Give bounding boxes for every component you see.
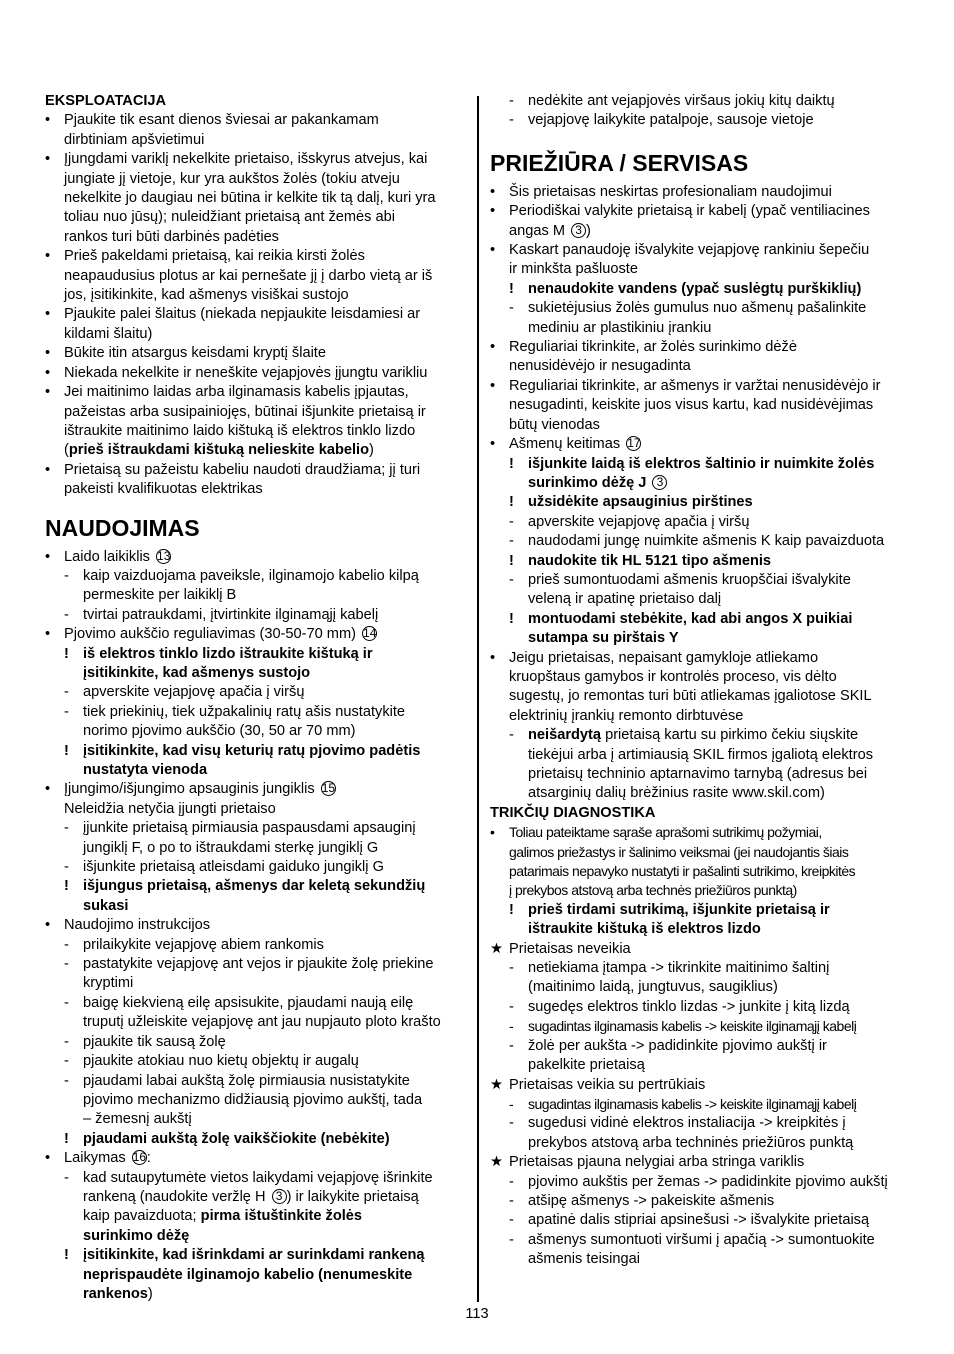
list-item: - sugadintas ilginamasis kabelis -> keiskite ilginamąjį kabelį <box>509 1095 857 1112</box>
list-item: - pjaukite atokiau nuo kietų objektų ir augalų <box>64 1053 359 1070</box>
warning-item: ! išjunkite laidą iš elektros šaltinio ir nuimkite žolės surinkimo dėžę J 3 <box>509 455 875 491</box>
warning-item: ! pjaudami aukštą žolę vaikščiokite (nebėkite) <box>64 1130 390 1147</box>
list-item: • Kaskart panaudoję išvalykite vejapjovę rankiniu šepečiu ir minkšta pašluoste <box>490 242 870 278</box>
list-item: - prieš sumontuodami ašmenis kruopščiai išvalykite veleną ir apatinę prietaiso dalį <box>509 571 851 608</box>
list-item: - atšipę ašmenys -> pakeiskite ašmenis <box>509 1192 775 1209</box>
figure-number: 16 <box>132 1150 147 1165</box>
warning-item: ! naudokite tik HL 5121 tipo ašmenis <box>509 552 772 569</box>
list-item: - tiek priekinių, tiek užpakalinių ratų ašis nustatykite norimo pjovimo aukščio (30, 50 ar 70 mm) <box>64 703 406 740</box>
list-item: • Jei maitinimo laidas arba ilginamasis kabelis įpjautas, pažeistas arba susipainiojęs, būtinai išjunkite prietaisą ir ištraukite maitinimo laido kištuką iš elektros tinklo lizdo (prieš ištraukdami kištuką nelieskite kabelio) <box>45 384 426 459</box>
figure-number: 3 <box>272 1189 287 1204</box>
warning-item: ! prieš tirdami sutrikimą, išjunkite prietaisą ir ištraukite kištuką iš elektros lizdo <box>509 901 830 938</box>
list-item: - sugedusi vidinė elektros instaliacija -> kreipkitės į prekybos atstovą arba techninės priežiūros punktą <box>509 1115 854 1151</box>
heading-trikciu-diagnostika: TRIKČIŲ DIAGNOSTIKA <box>490 804 656 821</box>
figure-number: 13 <box>157 548 171 563</box>
symptom-item: ★ Prietaisas neveikia <box>490 940 631 957</box>
list-item: - apverskite vejapjovę apačia į viršų <box>64 684 305 701</box>
figure-number: 3 <box>652 475 667 490</box>
warning-item: ! išjungus prietaisą, ašmenys dar keletą sekundžių sukasi <box>64 878 426 914</box>
warning-item: ! iš elektros tinklo lizdo ištraukite kištuką ir įsitikinkite, kad ašmenys sustojo <box>64 645 373 681</box>
list-item: - vejapjovę laikykite patalpoje, sausoje vietoje <box>509 112 814 129</box>
list-item: • Įjungimo/išjungimo apsauginis jungiklis 15 Neleidžia netyčia įjungti prietaiso <box>45 781 336 817</box>
list-item: • Pjaukite palei šlaitus (niekada nepjaukite leisdamiesi ar kildami šlaitu) <box>45 306 421 342</box>
list-item: - sugadintas ilginamasis kabelis -> keiskite ilginamąjį kabelį <box>509 1018 857 1035</box>
list-item: - pjaudami labai aukštą žolę pirmiausia nusistatykite pjovimo mechanizmo didžiausią pjovimo aukštį, tada – žemesnį aukštį <box>64 1072 423 1128</box>
list-item: • Reguliariai tikrinkite, ar žolės surinkimo dėžė nenusidėvėjo ir nesugadinta <box>490 339 797 375</box>
figure-number: 15 <box>321 781 336 796</box>
list-item: • Būkite itin atsargus keisdami kryptį šlaite <box>45 345 326 362</box>
list-item: - pastatykite vejapjovę ant vejos ir pjaukite žolę priekine kryptimi <box>64 956 434 992</box>
list-item: • Prieš pakeldami prietaisą, kai reikia kirsti žolės neapaudusius plotus ar kai pernešate jį į darbo vietą ar iš jos, įsitikinkite, kad ašmenys visiškai sustojo <box>45 248 433 304</box>
list-item: • Prietaisą su pažeistu kabeliu naudoti draudžiama; jį turi pakeisti kvalifikuotas elektrikas <box>45 461 421 498</box>
list-item: • Laikymas 16: <box>45 1150 151 1167</box>
list-item: - netiekiama įtampa -> tikrinkite maitinimo šaltinį (maitinimo laidą, jungtuvus, saugiklius) <box>509 960 830 996</box>
list-item: - įjunkite prietaisą pirmiausia paspausdami apsauginį jungiklį F, o po to ištraukdami sterkę jungiklį G <box>64 820 416 856</box>
list-item: • Naudojimo instrukcijos <box>45 917 210 934</box>
list-item: • Pjaukite tik esant dienos šviesai ar pakankamam dirbtiniam apšvietimui <box>45 112 379 148</box>
warning-item: ! įsitikinkite, kad išrinkdami ar surinkdami rankeną neprispaudėte ilginamojo kabelio (nenumeskite rankenos) <box>64 1247 425 1302</box>
figure-number: 3 <box>571 223 586 238</box>
warning-item: ! užsidėkite apsauginius pirštines <box>509 494 753 511</box>
list-item: - žolė per aukšta -> padidinkite pjovimo aukštį ir pakelkite prietaisą <box>509 1037 827 1074</box>
list-item: - kaip vaizduojama paveiksle, ilginamojo kabelio kilpą permeskite per laikiklį B <box>64 567 419 604</box>
right-column <box>490 92 910 1270</box>
list-item: - ašmenys sumontuoti viršumi į apačią -> sumontuokite ašmenis teisingai <box>509 1231 875 1268</box>
warning-item: ! nenaudokite vandens (ypač suslėgtų purškiklių) <box>509 280 862 297</box>
list-item: - kad sutaupytumėte vietos laikydami vejapjovę išrinkite rankeną (naudokite veržlę H 3 ) ir laikykite prietaisą kaip pavaizduota; pirma ištuštinkite žolės surinkimo dėžę <box>64 1169 433 1244</box>
heading-eksploatacija: EKSPLOATACIJA <box>45 93 167 109</box>
list-item: • Pjovimo aukščio reguliavimas (30-50-70 mm) 14 <box>45 626 377 643</box>
list-item: - apatinė dalis stipriai apsinešusi -> išvalykite prietaisą <box>509 1212 870 1229</box>
list-item: - pjovimo aukštis per žemas -> padidinkite pjovimo aukštį <box>509 1173 888 1190</box>
heading-naudojimas: NAUDOJIMAS <box>45 514 200 541</box>
list-item: - išjunkite prietaisą atleisdami gaiduko jungiklį G <box>64 859 384 876</box>
page-number: 113 <box>465 1306 489 1322</box>
list-item: - nedėkite ant vejapjovės viršaus jokių kitų daiktų <box>509 93 835 109</box>
list-item: • Jeigu prietaisas, nepaisant gamykloje atliekamo kruopštaus gamybos ir kontrolės proceso, vis dėlto sugestų, jo remontas turi būti atliekamas įgaliotose SKIL elektrinių įrankių remonto dirbtuvėse <box>490 649 872 724</box>
list-item: - prilaikykite vejapjovę abiem rankomis <box>64 936 324 953</box>
list-item: - sukietėjusius žolės gumulus nuo ašmenų pašalinkite mediniu ar plastikiniu įrankiu <box>509 300 867 336</box>
left-column <box>45 92 465 1304</box>
list-item: - baigę kiekvieną eilę apsisukite, pjaudami naują eilę truputį užleiskite vejapjovę ant jau nupjauto ploto krašto <box>64 994 441 1031</box>
list-item: - tvirtai patraukdami, įtvirtinkite ilginamąjį kabelį <box>64 606 379 623</box>
list-item: • Įjungdami variklį nekelkite prietaiso, išskyrus atvejus, kai jungiate jį vietoje, kur yra aukštos žolės (tokiu atveju nekelkite jo daugiau nei būtina ir kelkite tik tą dalį, kuri yra toliau nuo jūsų); nuleidžiant prietaisą ant žemės abi rankos turi būti darbinės padėties <box>45 151 436 245</box>
figure-number: 17 <box>627 436 641 451</box>
figure-number: 14 <box>363 626 377 641</box>
list-item: - sugedęs elektros tinklo lizdas -> junkite į kitą lizdą <box>509 998 850 1015</box>
heading-prieziura: PRIEŽIŪRA / SERVISAS <box>490 149 749 176</box>
list-item: • Ašmenų keitimas 17 <box>490 436 641 453</box>
warning-item: ! įsitikinkite, kad visų keturių ratų pjovimo padėtis nustatyta vienoda <box>64 742 421 778</box>
column-divider <box>477 96 479 1302</box>
list-item: - neišardytą prietaisą kartu su pirkimo čekiu siųskite tiekėjui arba į artimiausią SKIL firmos įgaliotą elektros prietaisų techninio aptarnavimo tarnybą (adresus bei atsarginių dalių brėžinius rasite www.skil.com) <box>509 727 873 802</box>
symptom-item: ★ Prietaisas veikia su pertrūkiais <box>490 1076 706 1093</box>
list-item: - apverskite vejapjovę apačia į viršų <box>509 513 750 530</box>
list-item: - pjaukite tik sausą žolę <box>64 1033 226 1050</box>
list-item: • Laido laikiklis 13 <box>45 548 171 565</box>
list-item: • Reguliariai tikrinkite, ar ašmenys ir varžtai nenusidėvėjo ir nesugadinti, keiskite juos visus kartu, kad nusidėvėjimas būtų vienodas <box>490 377 881 433</box>
warning-item: ! montuodami stebėkite, kad abi angos X puikiai sutampa su pirštais Y <box>509 610 853 647</box>
list-item: • Periodiškai valykite prietaisą ir kabelį (ypač ventiliacines angas M 3 ) <box>490 203 870 239</box>
symptom-item: ★ Prietaisas pjauna nelygiai arba stringa variklis <box>490 1154 805 1171</box>
list-item: • Niekada nekelkite ir neneškite vejapjovės įjungtu varikliu <box>45 364 428 381</box>
list-item: • Šis prietaisas neskirtas profesionaliam naudojimui <box>490 183 832 200</box>
list-item: • Toliau pateiktame sąraše aprašomi sutrikimų požymiai, galimos priežastys ir šalinimo veiksmai (jei naudojantis šiais patarimais nepavyko nustatyti ir pašalinti sutrikimo, kreipkitės į prekybos atstovą arba technės priežiūros punktą) <box>490 824 856 899</box>
list-item: - naudodami jungę nuimkite ašmenis K kaip pavaizduota <box>509 533 885 550</box>
